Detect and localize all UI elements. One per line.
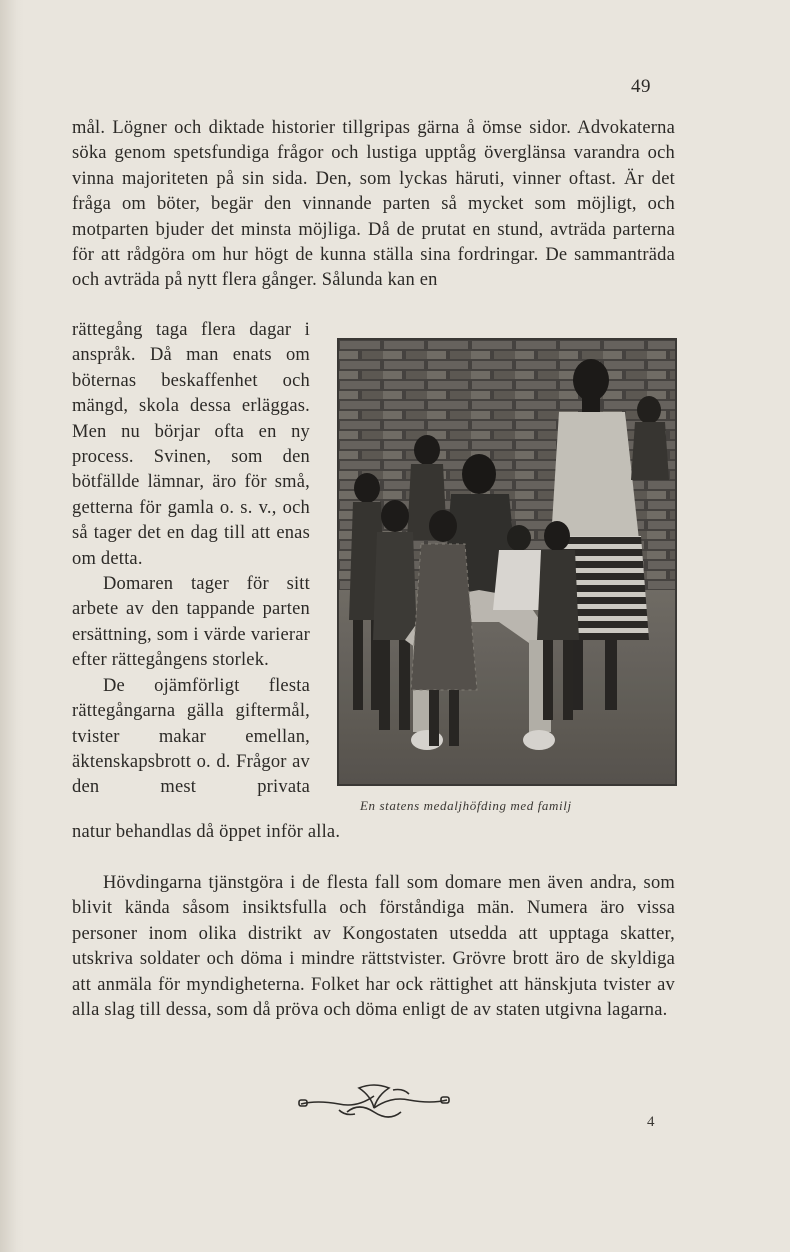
wrapped-paragraph-tail: natur behandlas då öppet inför alla. (72, 822, 341, 842)
scroll-ornament-icon (297, 1082, 451, 1122)
photo-caption: En statens medaljhöfding med familj (360, 798, 572, 813)
wrapped-paragraph-c: De ojämförligt flesta rättegångarna gälla giftermål, tvister makar emellan, äktenskapsbrott o. d. Frågor av den mest privata (72, 675, 310, 798)
wrapped-paragraph-a: rättegång taga flera dagar i anspråk. Då man enats om böternas beskaffenhet och mängd, skola dessa erläggas. Men nu börjar ofta en ny process. Svinen, som den bötfällde lämnar, äro för små, getterna för gamla o. s. v., och så tager det en dag till att enas om detta. (72, 320, 310, 569)
page-number: 49 (631, 76, 651, 97)
family-photograph (337, 338, 677, 786)
paragraph-2: Hövdingarna tjänstgöra i de flesta fall som domare men även andra, som blivit kända såsom insiktsfulla och förståndiga män. Numera äro vissa personer inom olika distrikt av Kongostaten utsedda att upptaga skatter, utskriva soldater och döma i mindre rättstvister. Grövre brott äro de skyldiga att anmäla för myndigheterna. Folket har ock rättighet att hänskjuta tvister av alla slag till dessa, som då pröva och döma enligt de av staten utgivna lagarna. (72, 873, 675, 1021)
page-edge-shadow (0, 0, 24, 1252)
wrapped-column (72, 318, 310, 801)
wrapped-paragraph-b: Domaren tager för sitt arbete av den tappande parten ersättning, som i värde varierar efter rättegångens storlek. (72, 574, 310, 671)
paragraph-1: mål. Lögner och diktade historier tillgripas gärna å ömse sidor. Advokaterna söka genom spetsfundiga frågor och lustiga upptåg överglänsa varandra och vinna majoriteten på sin sida. Den, som lyckas häruti, vinner oftast. Är det fråga om böter, begär den vinnande parten så mycket som möjligt, och motparten bjuder det minsta möjliga. Då de prutat en stund, avträda parterna för att rådgöra om hur högt de kunna ställa sina fordringar. De sammanträda och avträda på nytt flera gånger. Sålunda kan en (72, 118, 675, 291)
signature-mark: 4 (647, 1114, 655, 1130)
